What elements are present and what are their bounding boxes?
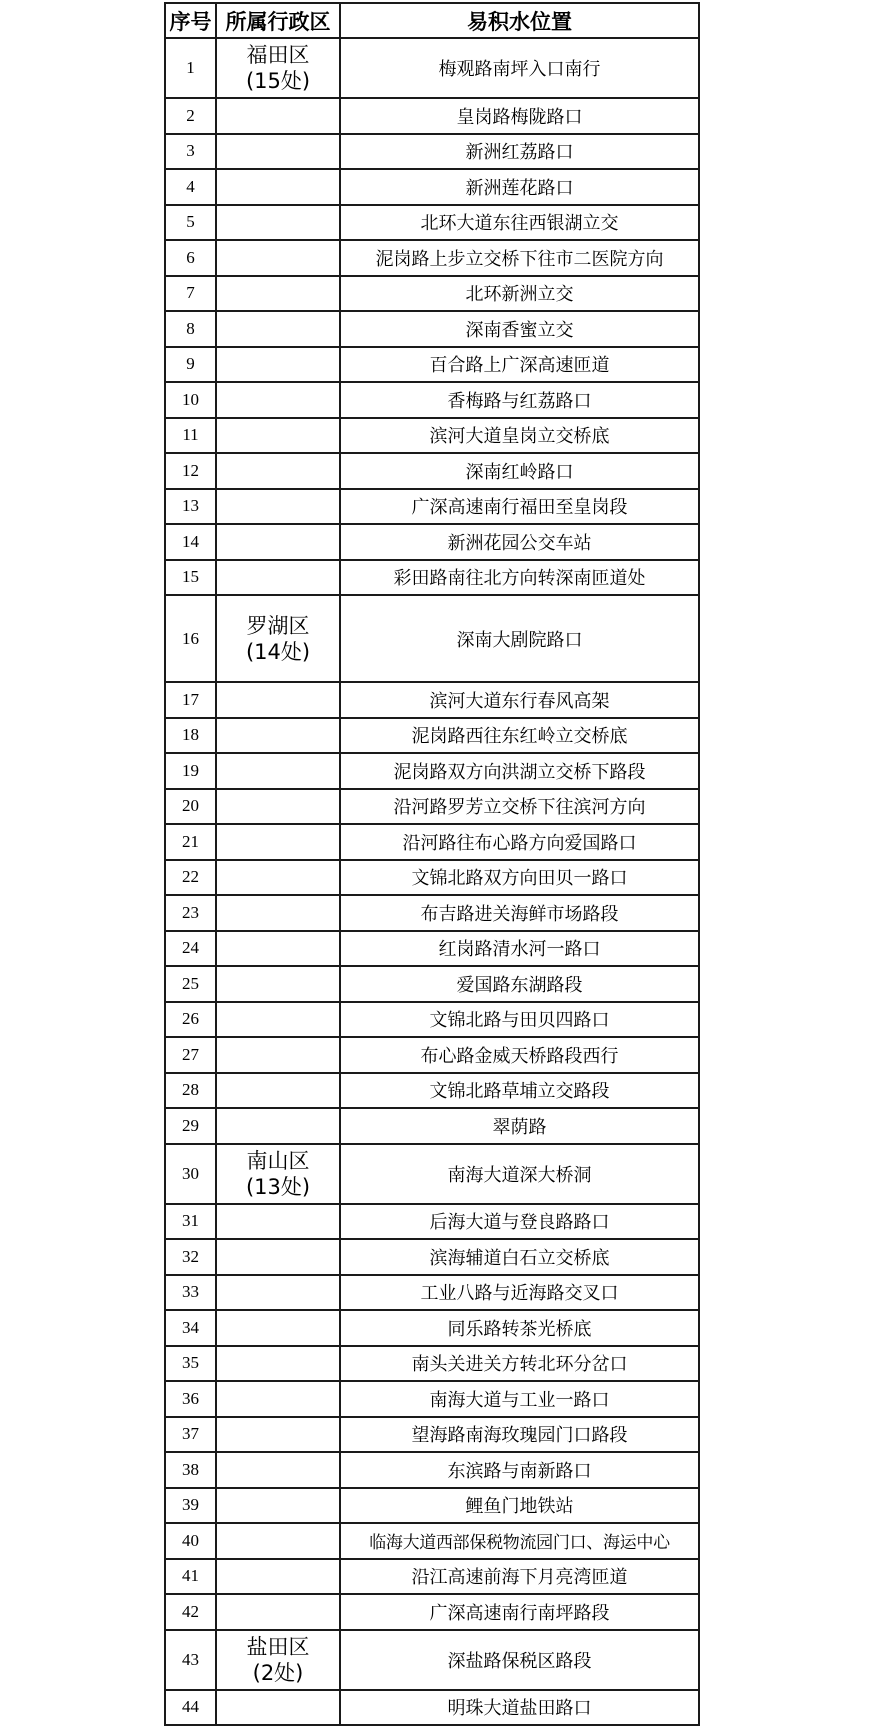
row-number: 38 <box>165 1452 216 1488</box>
row-number: 5 <box>165 205 216 241</box>
row-district <box>216 1690 340 1726</box>
row-location: 滨河大道东行春风高架 <box>340 682 699 718</box>
table-row <box>165 682 699 718</box>
row-district <box>216 1523 340 1559</box>
row-location: 后海大道与登良路路口 <box>340 1204 699 1240</box>
row-number: 28 <box>165 1073 216 1109</box>
row-location: 泥岗路双方向洪湖立交桥下路段 <box>340 753 699 789</box>
table-row <box>165 524 699 560</box>
row-district <box>216 169 340 205</box>
row-district <box>216 489 340 525</box>
row-location: 南海大道深大桥洞 <box>340 1144 699 1204</box>
row-district <box>216 560 340 596</box>
row-district <box>216 1594 340 1630</box>
row-number: 27 <box>165 1037 216 1073</box>
row-district <box>216 1310 340 1346</box>
row-district <box>216 382 340 418</box>
row-district <box>216 98 340 134</box>
row-location: 布吉路进关海鲜市场路段 <box>340 895 699 931</box>
row-location: 爱国路东湖路段 <box>340 966 699 1002</box>
row-number: 10 <box>165 382 216 418</box>
row-district <box>216 1417 340 1453</box>
table-row <box>165 276 699 312</box>
row-district <box>216 524 340 560</box>
row-location: 深盐路保税区路段 <box>340 1630 699 1690</box>
row-location: 布心路金威天桥路段西行 <box>340 1037 699 1073</box>
row-number: 15 <box>165 560 216 596</box>
row-district <box>216 595 340 682</box>
waterlogging-table <box>164 2 700 1726</box>
table-row <box>165 1594 699 1630</box>
table-row <box>165 1275 699 1311</box>
row-number: 17 <box>165 682 216 718</box>
row-number: 6 <box>165 240 216 276</box>
row-district <box>216 1488 340 1524</box>
row-location: 滨河大道皇岗立交桥底 <box>340 418 699 454</box>
row-location: 工业八路与近海路交叉口 <box>340 1275 699 1311</box>
row-number: 23 <box>165 895 216 931</box>
row-number: 2 <box>165 98 216 134</box>
row-district <box>216 276 340 312</box>
row-district <box>216 931 340 967</box>
row-number: 29 <box>165 1108 216 1144</box>
table-row <box>165 931 699 967</box>
row-district <box>216 753 340 789</box>
district-count: (14处) <box>245 639 311 664</box>
row-number: 31 <box>165 1204 216 1240</box>
row-location: 翠荫路 <box>340 1108 699 1144</box>
district-name: 罗湖区 <box>246 613 310 638</box>
row-district <box>216 1630 340 1690</box>
row-number: 30 <box>165 1144 216 1204</box>
table-row <box>165 453 699 489</box>
row-number: 36 <box>165 1381 216 1417</box>
row-district <box>216 1108 340 1144</box>
row-district <box>216 240 340 276</box>
row-number: 41 <box>165 1559 216 1595</box>
table-row <box>165 382 699 418</box>
table-row <box>165 1381 699 1417</box>
table-row <box>165 1630 699 1690</box>
table-row <box>165 595 699 682</box>
row-location: 红岗路清水河一路口 <box>340 931 699 967</box>
row-location: 文锦北路草埔立交路段 <box>340 1073 699 1109</box>
table-row <box>165 1002 699 1038</box>
table-header-row <box>165 3 699 38</box>
row-number: 37 <box>165 1417 216 1453</box>
table-row <box>165 169 699 205</box>
row-number: 12 <box>165 453 216 489</box>
header-seq: 序号 <box>165 3 216 38</box>
table-row <box>165 347 699 383</box>
row-number: 24 <box>165 931 216 967</box>
row-district <box>216 789 340 825</box>
row-district <box>216 1239 340 1275</box>
row-district <box>216 1452 340 1488</box>
row-location: 临海大道西部保税物流园门口、海运中心 <box>340 1523 699 1559</box>
row-location: 南海大道与工业一路口 <box>340 1381 699 1417</box>
district-name: 南山区 <box>246 1148 310 1173</box>
row-number: 3 <box>165 134 216 170</box>
table-row <box>165 789 699 825</box>
row-district <box>216 1381 340 1417</box>
row-number: 16 <box>165 595 216 682</box>
row-district <box>216 1559 340 1595</box>
row-district <box>216 718 340 754</box>
row-district <box>216 347 340 383</box>
row-number: 13 <box>165 489 216 525</box>
row-number: 11 <box>165 418 216 454</box>
table-row <box>165 824 699 860</box>
row-location: 深南香蜜立交 <box>340 311 699 347</box>
district-name: 福田区 <box>246 43 310 67</box>
table-row <box>165 240 699 276</box>
row-location: 新洲花园公交车站 <box>340 524 699 560</box>
row-location: 沿河路往布心路方向爱国路口 <box>340 824 699 860</box>
row-district <box>216 682 340 718</box>
row-number: 32 <box>165 1239 216 1275</box>
row-district <box>216 134 340 170</box>
table-body <box>165 38 699 1725</box>
row-district <box>216 824 340 860</box>
row-number: 14 <box>165 524 216 560</box>
row-district <box>216 895 340 931</box>
table-row <box>165 1417 699 1453</box>
row-district <box>216 205 340 241</box>
row-number: 40 <box>165 1523 216 1559</box>
row-district <box>216 1073 340 1109</box>
row-district <box>216 1204 340 1240</box>
table-row <box>165 860 699 896</box>
row-district <box>216 1037 340 1073</box>
row-location: 泥岗路西往东红岭立交桥底 <box>340 718 699 754</box>
row-district <box>216 453 340 489</box>
row-number: 22 <box>165 860 216 896</box>
row-location: 新洲红荔路口 <box>340 134 699 170</box>
row-location: 泥岗路上步立交桥下往市二医院方向 <box>340 240 699 276</box>
row-number: 33 <box>165 1275 216 1311</box>
table-row <box>165 1346 699 1382</box>
table-row <box>165 1310 699 1346</box>
table-row <box>165 489 699 525</box>
table-row <box>165 1488 699 1524</box>
row-number: 20 <box>165 789 216 825</box>
row-district <box>216 860 340 896</box>
table-row <box>165 753 699 789</box>
row-district <box>216 1346 340 1382</box>
row-location: 百合路上广深高速匝道 <box>340 347 699 383</box>
row-number: 7 <box>165 276 216 312</box>
row-number: 4 <box>165 169 216 205</box>
row-number: 25 <box>165 966 216 1002</box>
row-location: 新洲莲花路口 <box>340 169 699 205</box>
row-district <box>216 418 340 454</box>
table-row <box>165 1108 699 1144</box>
row-location: 梅观路南坪入口南行 <box>340 38 699 98</box>
row-location: 文锦北路与田贝四路口 <box>340 1002 699 1038</box>
row-location: 同乐路转茶光桥底 <box>340 1310 699 1346</box>
header-location: 易积水位置 <box>340 3 699 38</box>
row-district <box>216 966 340 1002</box>
table-row <box>165 418 699 454</box>
row-number: 39 <box>165 1488 216 1524</box>
table-row <box>165 966 699 1002</box>
row-location: 香梅路与红荔路口 <box>340 382 699 418</box>
row-location: 彩田路南往北方向转深南匝道处 <box>340 560 699 596</box>
table-row <box>165 1204 699 1240</box>
row-location: 滨海辅道白石立交桥底 <box>340 1239 699 1275</box>
row-location: 鲤鱼门地铁站 <box>340 1488 699 1524</box>
row-location: 望海路南海玫瑰园门口路段 <box>340 1417 699 1453</box>
row-location: 南头关进关方转北环分岔口 <box>340 1346 699 1382</box>
row-location: 深南红岭路口 <box>340 453 699 489</box>
row-location: 沿河路罗芳立交桥下往滨河方向 <box>340 789 699 825</box>
row-location: 东滨路与南新路口 <box>340 1452 699 1488</box>
row-number: 35 <box>165 1346 216 1382</box>
row-number: 18 <box>165 718 216 754</box>
table-row <box>165 1239 699 1275</box>
table-row <box>165 1144 699 1204</box>
row-number: 1 <box>165 38 216 98</box>
row-location: 沿江高速前海下月亮湾匝道 <box>340 1559 699 1595</box>
table-row <box>165 205 699 241</box>
header-district: 所属行政区 <box>216 3 340 38</box>
table-row <box>165 560 699 596</box>
row-number: 43 <box>165 1630 216 1690</box>
row-district <box>216 38 340 98</box>
row-number: 42 <box>165 1594 216 1630</box>
district-count: (15处) <box>245 69 311 93</box>
table-row <box>165 98 699 134</box>
row-location: 北环新洲立交 <box>340 276 699 312</box>
table-row <box>165 718 699 754</box>
table-row <box>165 895 699 931</box>
row-location: 广深高速南行南坪路段 <box>340 1594 699 1630</box>
district-name: 盐田区 <box>246 1634 310 1659</box>
row-location: 深南大剧院路口 <box>340 595 699 682</box>
row-location: 文锦北路双方向田贝一路口 <box>340 860 699 896</box>
row-location: 皇岗路梅陇路口 <box>340 98 699 134</box>
table-row <box>165 1452 699 1488</box>
table-row <box>165 1073 699 1109</box>
row-number: 21 <box>165 824 216 860</box>
row-number: 8 <box>165 311 216 347</box>
row-number: 44 <box>165 1690 216 1726</box>
table-row <box>165 1690 699 1726</box>
row-district <box>216 311 340 347</box>
row-location: 北环大道东往西银湖立交 <box>340 205 699 241</box>
table-row <box>165 1559 699 1595</box>
district-count: (13处) <box>245 1174 311 1199</box>
row-district <box>216 1275 340 1311</box>
row-district <box>216 1002 340 1038</box>
table-row <box>165 1037 699 1073</box>
row-district <box>216 1144 340 1204</box>
table-row <box>165 311 699 347</box>
row-number: 34 <box>165 1310 216 1346</box>
table-row <box>165 38 699 98</box>
table-row <box>165 134 699 170</box>
row-number: 26 <box>165 1002 216 1038</box>
table-row <box>165 1523 699 1559</box>
row-location: 明珠大道盐田路口 <box>340 1690 699 1726</box>
row-number: 9 <box>165 347 216 383</box>
row-number: 19 <box>165 753 216 789</box>
row-location: 广深高速南行福田至皇岗段 <box>340 489 699 525</box>
district-count: (2处) <box>252 1660 304 1685</box>
